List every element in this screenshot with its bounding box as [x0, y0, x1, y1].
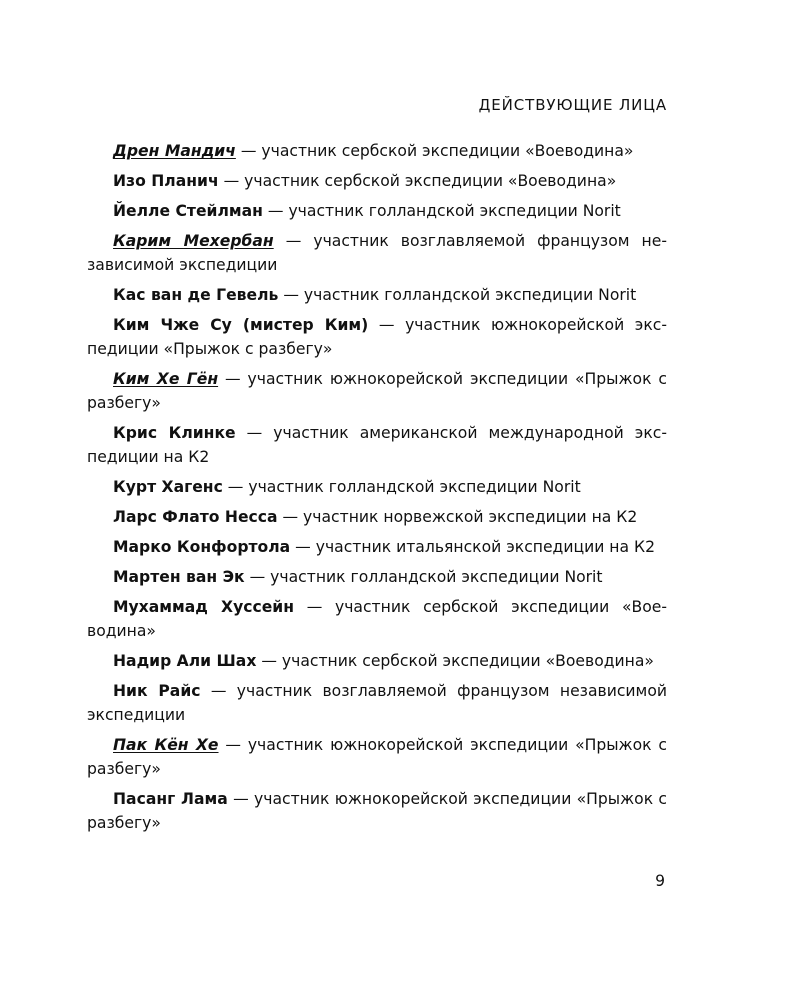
character-entry — [87, 787, 667, 835]
character-entry — [87, 313, 667, 361]
character-entry — [87, 139, 667, 163]
character-entry — [87, 283, 667, 307]
character-entry — [87, 475, 667, 499]
character-name: Мухаммад Хуссейн — [113, 598, 294, 616]
character-name: Кас ван де Гевель — [113, 286, 279, 304]
character-name: Йелле Стейлман — [113, 202, 263, 220]
character-name: Пак Кён Хе — [113, 736, 219, 754]
character-description: — участник голландской экспедиции Norit — [262, 202, 621, 220]
character-description: — участник возглавляемой французом независимой экспедиции — [87, 232, 667, 274]
character-entry — [87, 421, 667, 469]
character-description: — участник южнокорейской экспедиции «Прыжок с разбегу» — [87, 316, 667, 358]
character-description: — участник южнокорейской экспедиции «Прыжок с разбегу» — [87, 790, 667, 832]
character-entry — [87, 199, 667, 223]
character-entry — [87, 595, 667, 643]
character-entry — [87, 649, 667, 673]
character-description: — участник южнокорейской экспедиции «Прыжок с разбегу» — [87, 370, 667, 412]
character-name: Карим Мехербан — [113, 232, 274, 250]
character-description: — участник сербской экспедиции «Воеводина» — [256, 652, 654, 670]
character-name: Пасанг Лама — [113, 790, 228, 808]
character-description: — участник норвежской экспедиции на К2 — [277, 508, 638, 526]
character-entry — [87, 229, 667, 277]
character-name: Ник Райс — [113, 682, 201, 700]
character-description: — участник голландской экспедиции Norit — [244, 568, 603, 586]
character-description: — участник сербской экспедиции «Воеводина» — [87, 598, 667, 640]
character-name: Курт Хагенс — [113, 478, 223, 496]
character-entry — [87, 565, 667, 589]
character-name: Крис Клинке — [113, 424, 236, 442]
character-name: Ларс Флато Несса — [113, 508, 278, 526]
character-name: Ким Хе Гён — [113, 370, 219, 388]
character-entry — [87, 169, 667, 193]
running-head: ДЕЙСТВУЮЩИЕ ЛИЦА — [478, 96, 667, 114]
character-name: Надир Али Шах — [113, 652, 257, 670]
character-name: Ким Чже Су (мистер Ким) — [113, 316, 369, 334]
character-name: Марко Конфортола — [113, 538, 291, 556]
character-description: — участник голландской экспедиции Norit — [278, 286, 637, 304]
character-entry — [87, 535, 667, 559]
character-entry — [87, 367, 667, 415]
character-description: — участник сербской экспедиции «Воеводина» — [235, 142, 634, 160]
character-description: — участник итальянской экспедиции на К2 — [290, 538, 656, 556]
character-description: — участник сербской экспедиции «Воеводина» — [218, 172, 617, 190]
character-entry — [87, 505, 667, 529]
character-name: Изо Планич — [113, 172, 219, 190]
character-description: — участник американской международной экспедиции на К2 — [87, 424, 667, 466]
character-name: Мартен ван Эк — [113, 568, 245, 586]
character-list — [87, 139, 667, 841]
character-description: — участник южнокорейской экспедиции «Прыжок с разбегу» — [87, 736, 667, 778]
character-entry — [87, 733, 667, 781]
character-entry — [87, 679, 667, 727]
character-description: — участник возглавляемой французом независимой экспедиции — [87, 682, 667, 724]
character-name: Дрен Мандич — [113, 142, 236, 160]
page-number: 9 — [655, 872, 665, 890]
character-description: — участник голландской экспедиции Norit — [222, 478, 581, 496]
